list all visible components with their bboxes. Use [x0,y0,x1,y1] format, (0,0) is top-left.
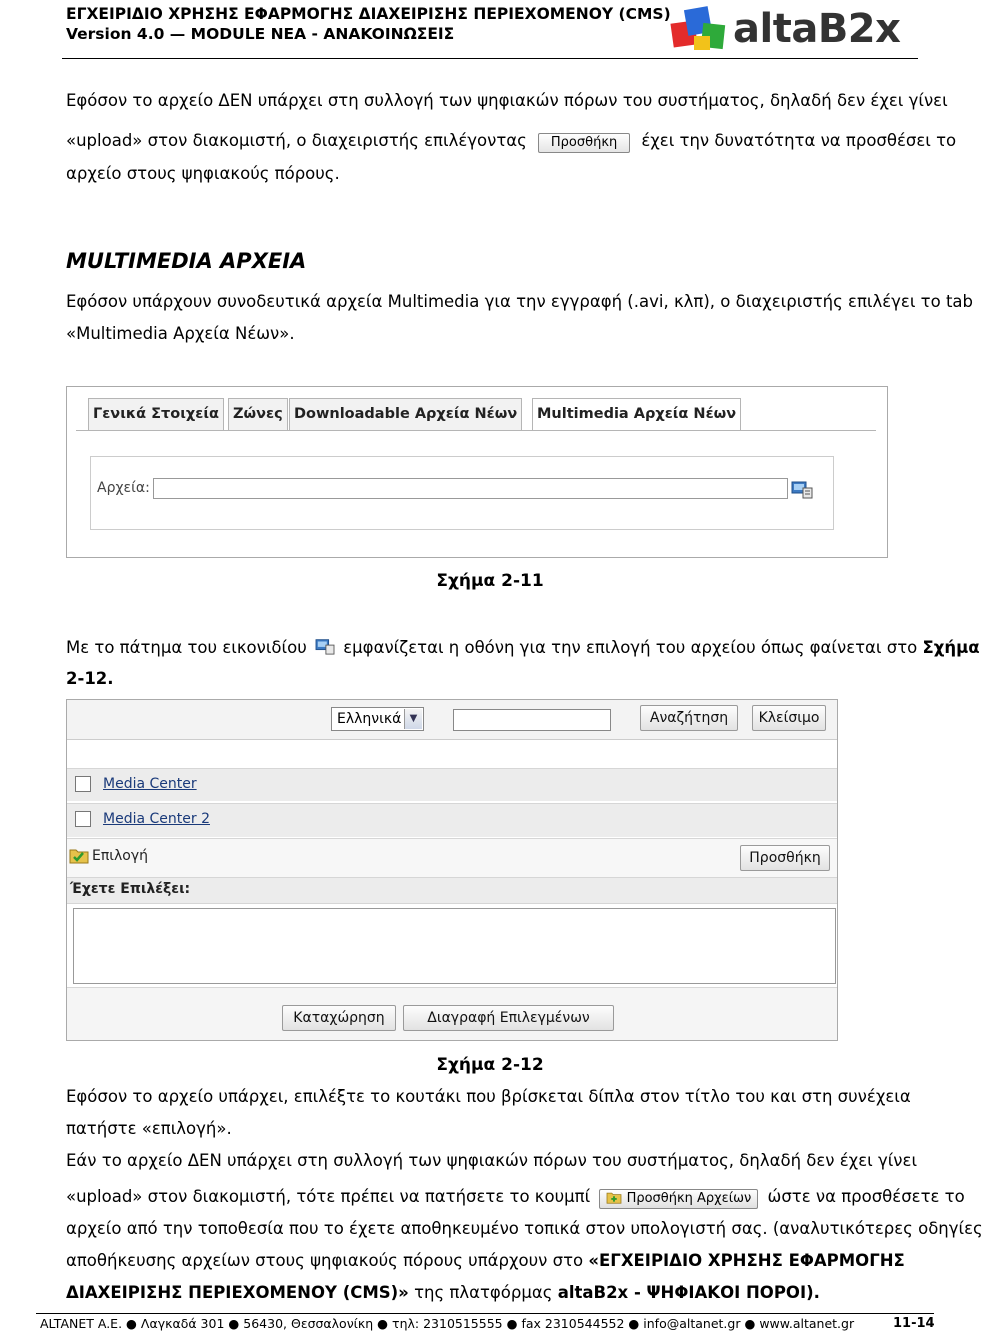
outro-line-1: Εφόσον το αρχείο υπάρχει, επιλέξτε το κουτάκι που βρίσκεται δίπλα στον τίτλο του και στη συνέχεια [66,1087,911,1106]
search-input[interactable] [453,709,611,731]
header-divider [62,58,918,59]
icon-instruction-b: εμφανίζεται η οθόνη για την επιλογή του αρχείου όπως φαίνεται στο [343,638,918,657]
outro-line-6 [66,1251,905,1271]
add-files-button-inline[interactable] [599,1189,758,1209]
intro-line-2-a: «upload» στον διακομιστή, ο διαχειριστής επιλέγοντας [66,131,527,150]
figure-2-12-caption: Σχήμα 2-12 [436,1055,544,1075]
intro-line-3: αρχείο στους ψηφιακούς πόρους. [66,164,340,183]
outro-line-6-b: «ΕΓΧΕΙΡΙΔΙΟ ΧΡΗΣΗΣ ΕΦΑΡΜΟΓΗΣ [588,1251,905,1270]
language-select-value: Ελληνικά [337,711,402,727]
outro-line-2: πατήστε «επιλογή». [66,1119,232,1138]
tab-downloadable-files[interactable]: Downloadable Αρχεία Νέων [289,398,522,430]
files-input[interactable] [153,478,788,499]
folder-check-icon[interactable] [69,846,89,864]
outro-line-7-b: της πλατφόρμας [414,1283,553,1302]
figure-2-11-caption: Σχήμα 2-11 [436,571,544,591]
figure-ref: Σχήμα [922,638,980,657]
save-button[interactable]: Καταχώρηση [282,1005,396,1031]
logo-wordmark: altaB2x [733,6,901,52]
tab-general[interactable]: Γενικά Στοιχεία [88,398,224,430]
media-item-link[interactable]: Media Center 2 [103,811,210,827]
outro-line-7-c: altaB2x - ΨΗΦΙΑΚΟΙ ΠΟΡΟΙ). [557,1283,820,1302]
delete-selected-button[interactable]: Διαγραφή Επιλεγμένων [403,1005,614,1031]
section-title: MULTIMEDIA ΑΡΧΕΙΑ [66,249,307,273]
select-bar [67,838,837,878]
intro-line-2 [66,131,956,153]
outro-line-4-b: ώστε να προσθέσετε το [767,1187,965,1206]
header-title: ΕΓΧΕΙΡΙΔΙΟ ΧΡΗΣΗΣ ΕΦΑΡΜΟΓΗΣ ΔΙΑΧΕΙΡΙΣΗΣ ΠΕΡΙΕΧΟΜΕΝΟΥ (CMS) [66,5,671,23]
close-button[interactable]: Κλείσιμο [752,705,826,731]
header-version: Version 4.0 — MODULE NEA - ANAKOINΩΣΕΙΣ [66,25,455,43]
folder-add-icon [606,1190,622,1204]
page-number: 11-14 [893,1316,935,1331]
add-button[interactable]: Προσθήκη [740,845,830,871]
selected-label: Έχετε Επιλέξει: [70,881,191,897]
icon-instruction [66,637,980,658]
chevron-down-icon[interactable]: ▼ [404,709,422,729]
browse-files-icon[interactable] [791,479,813,499]
outro-line-4-a: «upload» στον διακομιστή, τότε πρέπει να πατήσετε το κουμπί [66,1187,591,1206]
outro-line-5: αρχείο από την τοποθεσία που το έχετε αποθηκευμένο τοπικά στον υπολογιστή σας. (αναλυτικότερες οδηγίες [66,1219,983,1238]
add-files-label: Προσθήκη Αρχείων [626,1191,752,1206]
tab-zones[interactable]: Ζώνες [228,398,288,430]
multimedia-text-1: Εφόσον υπάρχουν συνοδευτικά αρχεία Multimedia για την εγγραφή (.avi, κλπ), ο διαχειριστής επιλέγει το tab [66,292,974,311]
browse-files-icon [314,637,336,655]
add-button-inline[interactable]: Προσθήκη [538,133,630,153]
tab-underline [76,430,876,431]
document-header [66,4,671,44]
outro-line-4 [66,1187,965,1209]
outro-line-7 [66,1283,820,1303]
outro-line-6-a: αποθήκευσης αρχείων στους ψηφιακούς πόρους υπάρχουν στο [66,1251,584,1270]
multimedia-text-2: «Multimedia Αρχεία Νέων». [66,324,295,343]
files-label: Αρχεία: [97,480,150,496]
icon-instruction-a: Με το πάτημα του εικονιδίου [66,638,307,657]
intro-line-2-b: έχει την δυνατότητα να προσθέσει το [641,131,957,150]
intro-line-1: Εφόσον το αρχείο ΔΕΝ υπάρχει στη συλλογή των ψηφιακών πόρων του συστήματος, δηλαδή δεν έχει γίνει [66,91,948,110]
outro-line-3: Εάν το αρχείο ΔΕΝ υπάρχει στη συλλογή των ψηφιακών πόρων του συστήματος, δηλαδή δεν έχει γίνει [66,1151,918,1170]
select-label[interactable]: Επιλογή [92,848,149,864]
item-checkbox[interactable] [75,811,91,827]
selected-textarea[interactable] [73,908,836,984]
language-select[interactable] [331,707,424,731]
outro-line-7-a: ΔΙΑΧΕΙΡΙΣΗΣ ΠΕΡΙΕΧΟΜΕΝΟΥ (CMS)» [66,1283,409,1302]
media-item-link[interactable]: Media Center [103,776,197,792]
tab-multimedia-files[interactable]: Multimedia Αρχεία Νέων [532,398,741,430]
footer-contact: ALTANET A.E. ● Λαγκαδά 301 ● 56430, Θεσσαλονίκη ● τηλ: 2310515555 ● fax 2310544552 ● info@altanet.gr ● www.altanet.gr [40,1316,855,1331]
search-button[interactable]: Αναζήτηση [640,705,738,731]
footer-divider [36,1313,934,1314]
item-checkbox[interactable] [75,776,91,792]
figure-ref-number: 2-12. [66,669,114,688]
